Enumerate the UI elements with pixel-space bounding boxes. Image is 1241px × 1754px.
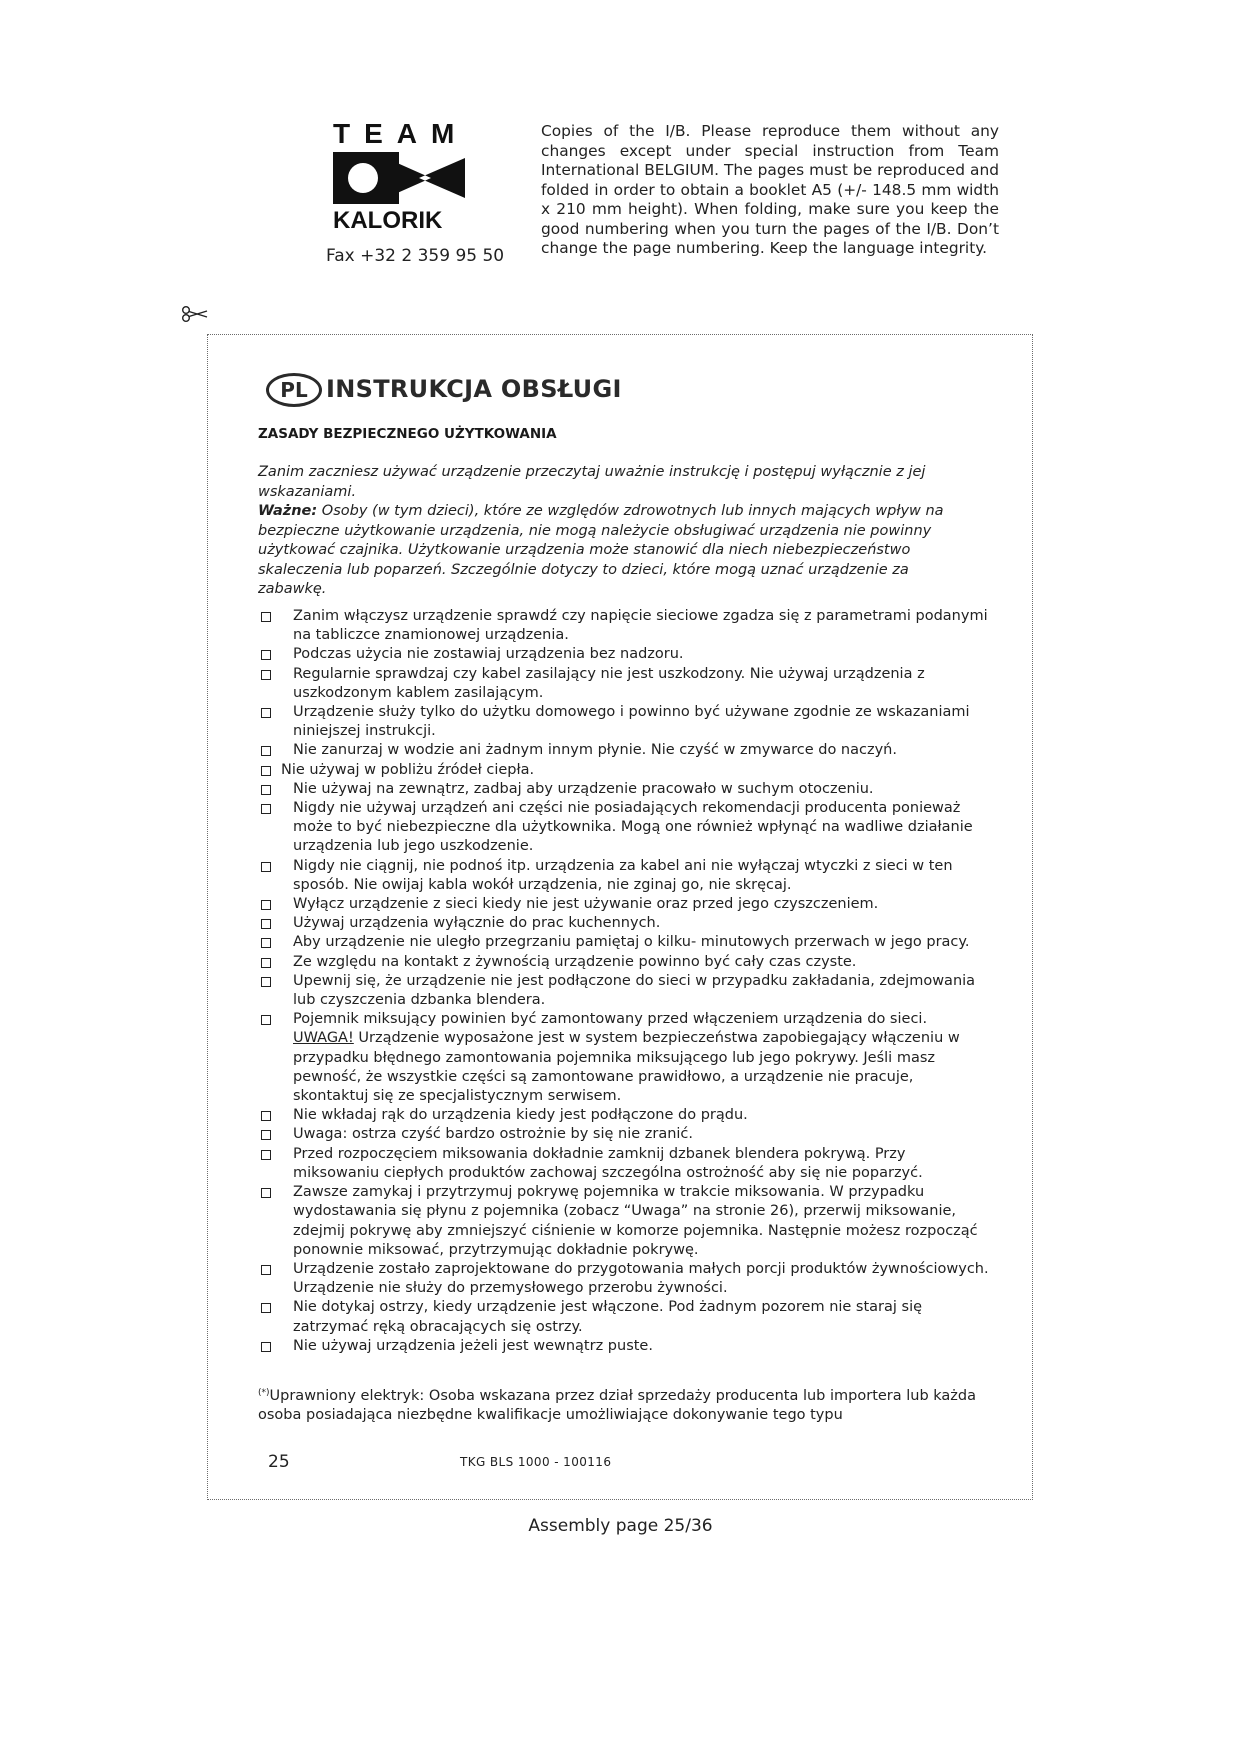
checkbox-bullet-icon bbox=[261, 612, 271, 622]
important-paragraph bbox=[258, 502, 978, 600]
list-item: Urządzenie służy tylko do użytku domowego i powinno być używane zgodnie ze wskazaniami niniejszej instrukcji. bbox=[258, 703, 990, 741]
list-item: Nie używaj urządzenia jeżeli jest wewnątrz puste. bbox=[258, 1337, 990, 1356]
list-item: Urządzenie zostało zaprojektowane do przygotowania małych porcji produktów żywnościowych. Urządzenie nie służy do przemysłowego przerobu żywności. bbox=[258, 1260, 990, 1298]
reproduction-note: Copies of the I/B. Please reproduce them without any changes except under special instruction from Team International BELGIUM. The pages must be reproduced and folded in order to obtain a booklet A5 (+/- 148.5 mm width x 210 mm height). When folding, make sure you keep the good numbering when you turn the pages of the I/B. Don’t change the page numbering. Keep the language integrity. bbox=[541, 122, 999, 257]
kalorik-k-icon bbox=[333, 152, 465, 204]
list-item: Zanim włączysz urządzenie sprawdź czy napięcie sieciowe zgadza się z parametrami podanymi na tabliczce znamionowej urządzenia. bbox=[258, 607, 990, 645]
list-item: Nie używaj na zewnątrz, zadbaj aby urządzenie pracowało w suchym otoczeniu. bbox=[258, 780, 990, 799]
checkbox-bullet-icon bbox=[261, 862, 271, 872]
list-item: Nie zanurzaj w wodzie ani żadnym innym płynie. Nie czyść w zmywarce do naczyń. bbox=[258, 741, 990, 760]
checkbox-bullet-icon bbox=[261, 650, 271, 660]
list-item: Aby urządzenie nie uległo przegrzaniu pamiętaj o kilku- minutowych przerwach w jego pracy. bbox=[258, 933, 990, 952]
list-item: Upewnij się, że urządzenie nie jest podłączone do sieci w przypadku zakładania, zdejmowania lub czyszczenia dzbanka blendera. bbox=[258, 972, 990, 1010]
page-number: 25 bbox=[268, 1452, 290, 1472]
fax-number: Fax +32 2 359 95 50 bbox=[326, 246, 505, 266]
checkbox-bullet-icon bbox=[261, 785, 271, 795]
list-item: Nie dotykaj ostrzy, kiedy urządzenie jest włączone. Pod żadnym pozorem nie staraj się zatrzymać ręką obracających się ostrzy. bbox=[258, 1298, 990, 1336]
intro-text bbox=[258, 463, 978, 600]
checkbox-bullet-icon bbox=[261, 977, 271, 987]
checkbox-bullet-icon bbox=[261, 1111, 271, 1121]
list-item: Przed rozpoczęciem miksowania dokładnie zamknij dzbanek blendera pokrywą. Przy miksowaniu ciepłych produktów zachowaj szczególna ostrożność aby się nie poparzyć. bbox=[258, 1145, 990, 1183]
list-item: Ze względu na kontakt z żywnością urządzenie powinno być cały czas czyste. bbox=[258, 953, 990, 972]
list-item: Nigdy nie używaj urządzeń ani części nie posiadających rekomendacji producenta ponieważ może to być niebezpieczne dla użytkownika. Mogą one również wpłynąć na wadliwe działanie urządzenia lub jego uszkodzenie. bbox=[258, 799, 990, 857]
assembly-page-label: Assembly page 25/36 bbox=[528, 1516, 713, 1536]
section-heading: ZASADY BEZPIECZNEGO UŻYTKOWANIA bbox=[258, 426, 557, 442]
model-code: TKG BLS 1000 - 100116 bbox=[460, 1455, 612, 1469]
safety-rules-list bbox=[258, 607, 990, 1356]
checkbox-bullet-icon bbox=[261, 938, 271, 948]
logo-kalorik-text: KALORIK bbox=[333, 207, 443, 234]
checkbox-bullet-icon bbox=[261, 708, 271, 718]
checkbox-bullet-icon bbox=[261, 958, 271, 968]
checkbox-bullet-icon bbox=[261, 1130, 271, 1140]
scissors-icon bbox=[181, 304, 211, 324]
footnote bbox=[258, 1387, 978, 1424]
warning-label: UWAGA! bbox=[293, 1030, 354, 1047]
footnote-mark: (*) bbox=[258, 1388, 270, 1398]
page-title: INSTRUKCJA OBSŁUGI bbox=[326, 375, 622, 403]
intro-paragraph: Zanim zaczniesz używać urządzenie przeczytaj uważnie instrukcję i postępuj wyłącznie z jej wskazaniami. bbox=[258, 464, 926, 500]
language-badge: PL bbox=[266, 373, 322, 407]
team-kalorik-logo bbox=[333, 120, 469, 234]
list-item: Podczas użycia nie zostawiaj urządzenia bez nadzoru. bbox=[258, 645, 990, 664]
checkbox-bullet-icon bbox=[261, 1303, 271, 1313]
checkbox-bullet-icon bbox=[261, 1015, 271, 1025]
logo-team-text: TEAM bbox=[333, 118, 469, 149]
checkbox-bullet-icon bbox=[261, 804, 271, 814]
list-item: Uwaga: ostrza czyść bardzo ostrożnie by się nie zranić. bbox=[258, 1125, 990, 1144]
important-label: Ważne: bbox=[258, 503, 318, 519]
checkbox-bullet-icon bbox=[261, 1150, 271, 1160]
checkbox-bullet-icon bbox=[261, 1188, 271, 1198]
checkbox-bullet-icon bbox=[261, 900, 271, 910]
list-item: Używaj urządzenia wyłącznie do prac kuchennych. bbox=[258, 914, 990, 933]
list-item: Zawsze zamykaj i przytrzymuj pokrywę pojemnika w trakcie miksowania. W przypadku wydostawania się płynu z pojemnika (zobacz “Uwaga” na stronie 26), przerwij miksowanie, zdejmij pokrywę aby zmniejszyć ciśnienie w komorze pojemnika. Następnie możesz rozpocząć ponownie miksować, przytrzymując dokładnie pokrywę. bbox=[258, 1183, 990, 1260]
checkbox-bullet-icon bbox=[261, 1265, 271, 1275]
footnote-text: Uprawniony elektryk: Osoba wskazana przez dział sprzedaży producenta lub importera lub każda osoba posiadająca niezbędne kwalifikacje umożliwiające dokonywanie tego typu bbox=[258, 1388, 977, 1423]
list-item: Nigdy nie ciągnij, nie podnoś itp. urządzenia za kabel ani nie wyłączaj wtyczki z sieci w ten sposób. Nie owijaj kabla wokół urządzenia, nie zginaj go, nie skręcaj. bbox=[258, 857, 990, 895]
list-item: Pojemnik miksujący powinien być zamontowany przed włączeniem urządzenia do sieci. UWAGA! Urządzenie wyposażone jest w system bezpieczeństwa zapobiegający włączeniu w przypadku błędnego zamontowania pojemnika miksującego lub jego pokrywy. Jeśli masz pewność, że wszystkie części są zamontowane prawidłowo, a urządzenie nie pracuje, skontaktuj się ze specjalistycznym serwisem. bbox=[258, 1010, 990, 1106]
important-text: Osoby (w tym dzieci), które ze względów zdrowotnych lub innych mających wpływ na bezpieczne użytkowanie urządzenia, nie mogą należycie obsługiwać urządzenia nie powinny użytkować czajnika. Użytkowanie urządzenia może stanowić dla niech niebezpieczeństwo skaleczenia lub poparzeń. Szczególnie dotyczy to dzieci, które mogą uznać urządzenie za zabawkę. bbox=[258, 503, 944, 597]
checkbox-bullet-icon bbox=[261, 1342, 271, 1352]
checkbox-bullet-icon bbox=[261, 670, 271, 680]
list-item: Regularnie sprawdzaj czy kabel zasilający nie jest uszkodzony. Nie używaj urządzenia z uszkodzonym kablem zasilającym. bbox=[258, 665, 990, 703]
list-item: Wyłącz urządzenie z sieci kiedy nie jest używanie oraz przed jego czyszczeniem. bbox=[258, 895, 990, 914]
checkbox-bullet-icon bbox=[261, 919, 271, 929]
checkbox-bullet-icon bbox=[261, 766, 271, 776]
list-item: Nie wkładaj rąk do urządzenia kiedy jest podłączone do prądu. bbox=[258, 1106, 990, 1125]
checkbox-bullet-icon bbox=[261, 746, 271, 756]
list-item: Nie używaj w pobliżu źródeł ciepła. bbox=[258, 761, 990, 780]
